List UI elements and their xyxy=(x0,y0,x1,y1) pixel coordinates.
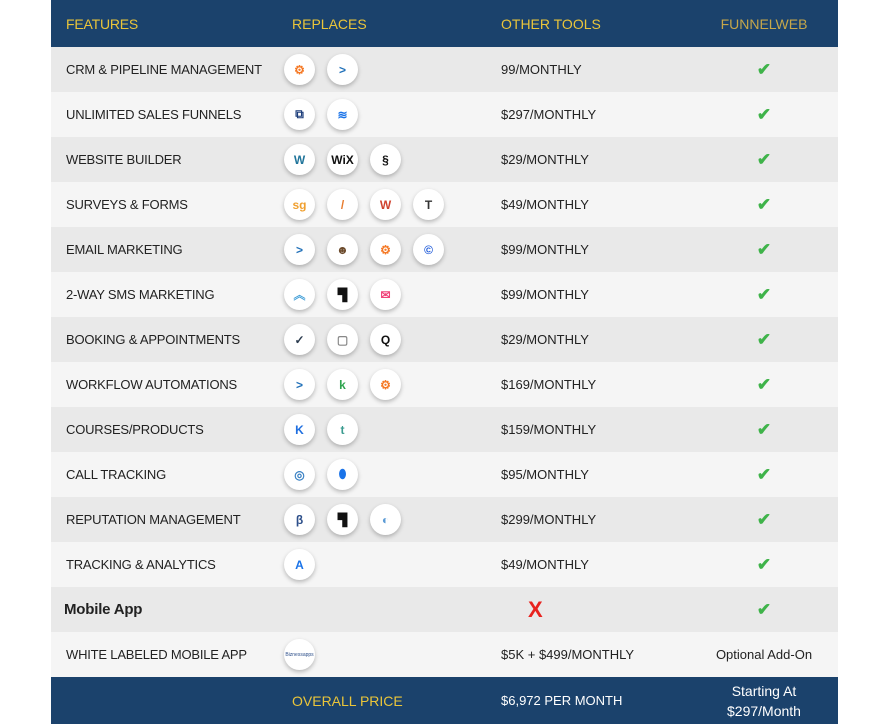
typeform-icon: T xyxy=(413,189,444,220)
other-tools-price: $99/MONTHLY xyxy=(501,242,589,257)
cross-icon: X xyxy=(528,596,543,622)
hubspot-icon: ⚙ xyxy=(284,54,315,85)
activecampaign-icon: > xyxy=(327,54,358,85)
header-funnelweb: FUNNELWEB xyxy=(720,15,808,32)
check-mark: ✔ xyxy=(756,554,772,574)
leadpages-icon: ≋ xyxy=(327,99,358,130)
table-header xyxy=(51,0,838,47)
check-mark: ✔ xyxy=(756,509,772,529)
acuity-icon: Q xyxy=(370,324,401,355)
replaced-tools xyxy=(280,504,495,535)
funnelweb-price-line2: $297/Month xyxy=(727,702,801,719)
feature-name: WEBSITE BUILDER xyxy=(66,152,182,167)
replaced-tools xyxy=(280,189,495,220)
header-features: FEATURES xyxy=(66,15,139,32)
table-row xyxy=(51,452,838,497)
check-icon xyxy=(690,60,838,80)
replaced-tools xyxy=(280,54,495,85)
feature-name: CRM & PIPELINE MANAGEMENT xyxy=(66,62,262,77)
analytics-icon: A xyxy=(284,549,315,580)
squarespace-icon: § xyxy=(370,144,401,175)
check-icon xyxy=(690,285,838,305)
check-mark: ✔ xyxy=(756,284,772,304)
other-tools-price: $49/MONTHLY xyxy=(501,557,589,572)
feature-name: REPUTATION MANAGEMENT xyxy=(66,512,241,527)
feature-name: BOOKING & APPOINTMENTS xyxy=(66,332,241,347)
feature-name: SURVEYS & FORMS xyxy=(66,197,188,212)
replaced-tools xyxy=(280,414,495,445)
check-icon xyxy=(690,375,838,395)
replaced-tools xyxy=(280,549,495,580)
calendly-icon: ✓ xyxy=(284,324,315,355)
hubspot-icon: ⚙ xyxy=(370,369,401,400)
check-mark: ✔ xyxy=(756,599,772,619)
check-icon xyxy=(690,465,838,485)
table-row xyxy=(51,317,838,362)
other-tools-price: $29/MONTHLY xyxy=(501,152,589,167)
activecampaign-icon: > xyxy=(284,234,315,265)
kajabi-icon: K xyxy=(284,414,315,445)
funnelweb-price xyxy=(690,681,838,721)
table-row xyxy=(51,137,838,182)
wordpress-icon: W xyxy=(284,144,315,175)
replaced-tools xyxy=(280,369,495,400)
check-icon xyxy=(690,150,838,170)
feature-name: UNLIMITED SALES FUNNELS xyxy=(66,107,242,122)
feature-name: WHITE LABELED MOBILE APP xyxy=(66,647,247,662)
other-tools-price: $49/MONTHLY xyxy=(501,197,589,212)
calendar-icon: ▢ xyxy=(327,324,358,355)
check-mark: ✔ xyxy=(756,149,772,169)
feature-name: 2-WAY SMS MARKETING xyxy=(66,287,215,302)
bizness-apps-icon: Biznessapps xyxy=(284,639,315,670)
replaced-tools xyxy=(280,144,495,175)
table-row xyxy=(51,632,838,677)
check-icon xyxy=(690,330,838,350)
hubspot-icon: ⚙ xyxy=(370,234,401,265)
table-row xyxy=(51,362,838,407)
check-icon xyxy=(690,555,838,575)
surveygizmo-icon: sg xyxy=(284,189,315,220)
callrail-icon: ◎ xyxy=(284,459,315,490)
table-footer xyxy=(51,677,838,724)
replaced-tools xyxy=(280,234,495,265)
check-mark: ✔ xyxy=(756,59,772,79)
textmagic-icon: ✉ xyxy=(370,279,401,310)
teachable-icon: t xyxy=(327,414,358,445)
other-tools-price: $5K + $499/MONTHLY xyxy=(501,647,635,662)
feature-name: COURSES/PRODUCTS xyxy=(66,422,204,437)
constant-contact-icon: © xyxy=(413,234,444,265)
table-row xyxy=(51,227,838,272)
feature-name: EMAIL MARKETING xyxy=(66,242,183,257)
other-tools-price: $95/MONTHLY xyxy=(501,467,589,482)
table-row xyxy=(51,182,838,227)
check-mark: ✔ xyxy=(756,194,772,214)
clickfunnels-icon: ⧉ xyxy=(284,99,315,130)
check-icon xyxy=(690,240,838,260)
check-mark: ✔ xyxy=(756,374,772,394)
header-replaces: REPLACES xyxy=(292,15,367,32)
replaced-tools xyxy=(280,279,495,310)
feature-name: TRACKING & ANALYTICS xyxy=(66,557,216,572)
mailchimp-icon: ☻ xyxy=(327,234,358,265)
other-tools-price: $99/MONTHLY xyxy=(501,287,589,302)
birdeye-icon: β xyxy=(284,504,315,535)
table-row xyxy=(51,272,838,317)
feature-name: Mobile App xyxy=(64,601,143,618)
replaced-tools xyxy=(280,639,495,670)
check-icon xyxy=(690,420,838,440)
podium-icon: ▜ xyxy=(327,504,358,535)
table-row xyxy=(51,407,838,452)
table-row xyxy=(51,587,838,632)
replaced-tools xyxy=(280,324,495,355)
funnelweb-value: Optional Add-On xyxy=(715,647,813,662)
check-mark: ✔ xyxy=(756,104,772,124)
jotform-icon: / xyxy=(327,189,358,220)
wix-icon: WiX xyxy=(327,144,358,175)
activecampaign-icon: > xyxy=(284,369,315,400)
overall-price-label: OVERALL PRICE xyxy=(292,692,403,709)
check-mark: ✔ xyxy=(756,239,772,259)
funnelweb-price-line1: Starting At xyxy=(731,682,797,699)
other-tools-price: $299/MONTHLY xyxy=(501,512,597,527)
check-icon xyxy=(690,195,838,215)
table-row xyxy=(51,542,838,587)
check-icon xyxy=(690,105,838,125)
other-tools-price: $159/MONTHLY xyxy=(501,422,597,437)
other-tools-total: $6,972 PER MONTH xyxy=(501,693,623,708)
other-tools-price: $169/MONTHLY xyxy=(501,377,597,392)
table-row xyxy=(51,47,838,92)
podium-icon: ▜ xyxy=(327,279,358,310)
replaced-tools xyxy=(280,459,495,490)
check-icon xyxy=(690,600,838,620)
feature-name: WORKFLOW AUTOMATIONS xyxy=(66,377,238,392)
replaced-tools xyxy=(280,99,495,130)
table-row xyxy=(51,92,838,137)
wufoo-icon: W xyxy=(370,189,401,220)
other-tools-price: 99/MONTHLY xyxy=(501,62,582,77)
header-other-tools: OTHER TOOLS xyxy=(501,15,601,32)
sms-chevrons-icon: ︽ xyxy=(284,279,315,310)
location-pin-icon: ⬮ xyxy=(327,459,358,490)
feature-name: CALL TRACKING xyxy=(66,467,166,482)
other-tools-price: $297/MONTHLY xyxy=(501,107,597,122)
keap-icon: k xyxy=(327,369,358,400)
check-mark: ✔ xyxy=(756,329,772,349)
check-icon xyxy=(690,510,838,530)
reputation-icon: ◐ xyxy=(370,504,401,535)
check-mark: ✔ xyxy=(756,419,772,439)
other-tools-price: $29/MONTHLY xyxy=(501,332,589,347)
comparison-table xyxy=(51,0,838,724)
table-body xyxy=(51,47,838,677)
check-mark: ✔ xyxy=(756,464,772,484)
table-row xyxy=(51,497,838,542)
